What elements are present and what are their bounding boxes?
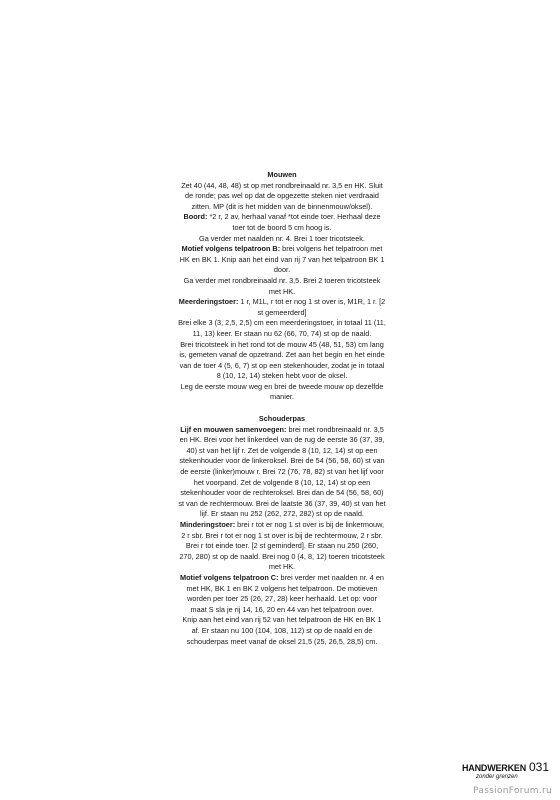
brand-name: HANDWERKEN <box>462 763 526 773</box>
paragraph-motief-c <box>178 573 386 615</box>
article-body <box>178 170 386 647</box>
paragraph-boord <box>178 212 386 233</box>
paragraph: Leg de eerste mouw weg en brei de tweede mouw op dezelfde manier. <box>180 381 384 402</box>
section-title-mouwen: Mouwen <box>267 170 297 179</box>
paragraph-lijf <box>178 425 386 520</box>
brand-tagline: zonder grenzen <box>476 774 518 780</box>
label-motief-c: Motief volgens telpatroon C: <box>180 572 279 582</box>
label-motief-b: Motief volgens telpatroon B: <box>181 244 281 254</box>
paragraph: Knip aan het eind van rij 52 van het telpatroon de HK en BK 1 af. Er staan nu 100 (104, 108, 112) st op de naald en de schouderpas meet vanaf de oksel 21,5 (25, 26,5, 28,5) cm. <box>182 615 382 646</box>
watermark: PassionForum.ru <box>473 786 552 796</box>
paragraph: Ga verder met naalden nr. 4. Brei 1 toer tricotsteek. <box>199 233 365 243</box>
paragraph-meerdering <box>178 297 386 318</box>
label-meerdering: Meerderingstoer: <box>178 297 239 307</box>
text-mindering: brei r tot er nog 1 st over is bij de linkermouw, 2 r sbr. Brei r tot er nog 1 st over is bij de rechtermouw, 2 r sbr. Brei r tot einde toer. [2 st geminderd]. Er staan nu 250 (260, 270, 280) st op de naald. Brei nog 0 (4, 8, 12) toeren tricotsteek met HK. <box>179 520 385 572</box>
paragraph-motief-b <box>178 244 386 276</box>
text-lijf: brei met rondbreinaald nr. 3,5 en HK. Brei voor het linkerdeel van de rug de eerste 36 (37, 39, 40) st van het lijf r. Zet de volgende 8 (10, 12, 14) st op een stekenhouder voor de linkeroksel. Brei de 54 (56, 58, 60) st van de eerste (linker)mouw r. Brei 72 (76, 78, 82) st van het lijf voor het voorpand. Zet de volgende 8 (10, 12, 14) st op een stekenhouder voor de rechteroksel. Brei dan de 54 (56, 58, 60) st van de rechtermouw. Brei de laatste 36 (37, 39, 40) st van het lijf. Er staan nu 252 (262, 272, 282) st op de naald. <box>178 424 386 519</box>
paragraph: Zet 40 (44, 48, 48) st op met rondbreinaald nr. 3,5 en HK. Sluit de ronde; pas wel op dat de opgezette steken niet verdraaid zitten. MP (dit is het midden van de binnenmouw/oksel). <box>181 180 383 211</box>
text-motief-b: brei volgens het telpatroon met HK en BK 1. Knip aan het eind van rij 7 van het telpatroon BK 1 door. <box>179 244 385 275</box>
section-title-schouderpas: Schouderpas <box>258 414 306 424</box>
label-mindering: Minderingstoer: <box>180 520 236 529</box>
label-boord: Boord: <box>183 212 208 222</box>
paragraph: Brei elke 3 (3, 2,5, 2,5) cm een meerderingstoer, in totaal 11 (11, 11, 13) keer. Er staan nu 62 (66, 70, 74) st op de naald. <box>178 318 386 338</box>
paragraph-mindering <box>178 520 386 573</box>
label-lijf: Lijf en mouwen samenvoegen: <box>180 424 287 434</box>
section-gap <box>178 403 386 414</box>
text-meerdering: 1 r, M1L, r tot er nog 1 st over is, M1R, 1 r. [2 st gemeerderd] <box>238 297 386 317</box>
text-boord: *2 r, 2 av, herhaal vanaf *tot einde toer. Herhaal deze toer tot de boord 5 cm hoog is. <box>207 212 381 232</box>
magazine-logo <box>462 758 549 780</box>
paragraph: Brei tricotsteek in het rond tot de mouw 45 (48, 51, 53) cm lang is, gemeten vanaf de opzetrand. Zet aan het begin en het einde van de toer 4 (5, 6, 7) st op een stekenhouder, zodat je in totaal 8 (10, 12, 14) steken hebt voor de oksel. <box>179 339 385 381</box>
page-number: 031 <box>529 760 550 774</box>
text-motief-c: brei verder met naalden nr. 4 en met HK, BK 1 en BK 2 volgens het telpatroon. De motieven worden per toer 25 (26, 27, 28) keer herhaald. Let op: voor maat S sla je rij 14, 16, 20 en 44 van het telpatroon over. <box>186 572 384 614</box>
paragraph: Ga verder met rondbreinaald nr. 3,5. Brei 2 toeren tricotsteek met HK. <box>183 275 381 296</box>
